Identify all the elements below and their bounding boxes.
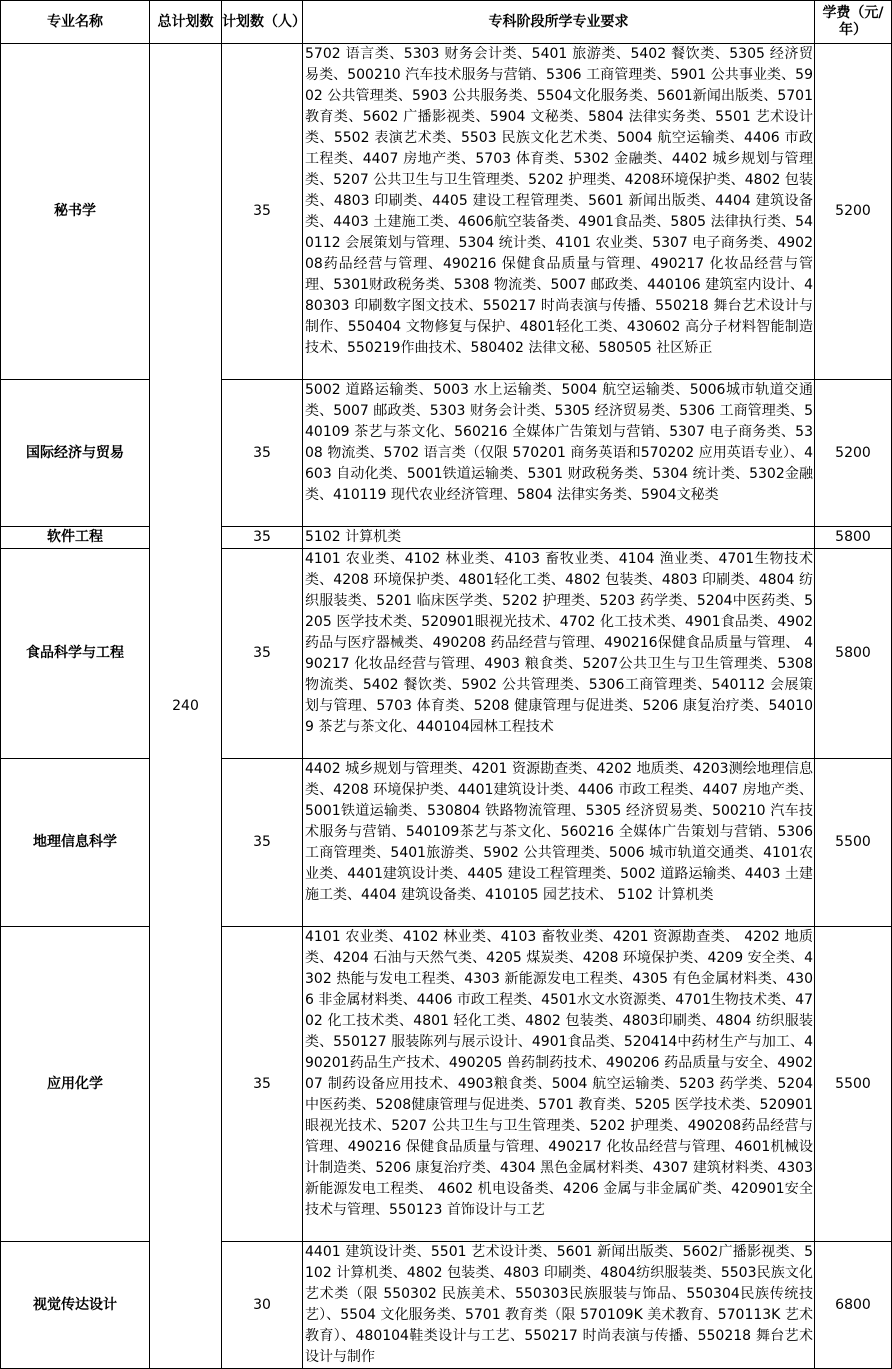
plan-count: 30 xyxy=(222,1242,303,1369)
major-requirement: 5002 道路运输类、5003 水上运输类、5004 航空运输类、5006城市轨道交通类、5007 邮政类、5303 财务会计类、5305 经济贸易类、5306 工商管理类、540109 茶艺与茶文化、560216 全媒体广告策划与营销、5307 电子商务类、5308 物流类、5702 语言类（仅限 570201 商务英语和570202 应用英语专业）、4603 自动化类、5001铁道运输类、5301 财政税务类、5304 统计类、5302金融类、410119 现代农业经济管理、5804 法律实务类、5904文秘类 xyxy=(303,380,815,527)
plan-count: 35 xyxy=(222,44,303,380)
header-requirement: 专科阶段所学专业要求 xyxy=(303,1,815,44)
major-requirement: 4402 城乡规划与管理类、4201 资源勘查类、4202 地质类、4203测绘地理信息类、4208 环境保护类、4401建筑设计类、4406 市政工程类、4407 房地产类、5001铁道运输类、530804 铁路物流管理、5305 经济贸易类、500210 汽车技术服务与营销、540109茶艺与茶文化、560216 全媒体广告策划与营销、5306 工商管理类、5401旅游类、5902 公共管理类、5006 城市轨道交通类、4101农业类、4401建筑设计类、4405 建设工程管理类、5002 道路运输类、4403 土建施工类、4404 建筑设备类、410105 园艺技术、 5102 计算机类 xyxy=(303,759,815,927)
table-row xyxy=(1,44,892,380)
tuition-fee: 6800 xyxy=(815,1242,892,1369)
major-name: 地理信息科学 xyxy=(1,759,150,927)
major-requirement: 5702 语言类、5303 财务会计类、5401 旅游类、5402 餐饮类、5305 经济贸易类、500210 汽车技术服务与营销、5306 工商管理类、5901 公共事业类、5902 公共管理类、5903 公共服务类、5504文化服务类、5601新闻出版类、5701教育类、5602 广播影视类、5904 文秘类、5804 法律实务类、5501 艺术设计类、5502 表演艺术类、5503 民族文化艺术类、5004 航空运输类、4406 市政工程类、4407 房地产类、5703 体育类、5302 金融类、4402 城乡规划与管理类、5207 公共卫生与卫生管理类、5202 护理类、4208环境保护类、4802 包装类、4803 印刷类、4405 建设工程管理类、5601 新闻出版类、4404 建筑设备类、4403 土建施工类、4606航空装备类、4901食品类、5805 法律执行类、540112 会展策划与管理、5304 统计类、4101 农业类、5307 电子商务类、490208药品经营与管理、490216 保健食品质量与管理、490217 化妆品经营与管理、5301财政税务类、5308 物流类、5007 邮政类、440106 建筑室内设计、480303 印刷数字图文技术、550217 时尚表演与传播、550218 舞台艺术设计与制作、550404 文物修复与保护、4801轻化工类、430602 高分子材料智能制造技术、550219作曲技术、580402 法律文秘、580505 社区矫正 xyxy=(303,44,815,380)
plan-count: 35 xyxy=(222,527,303,549)
major-name: 软件工程 xyxy=(1,527,150,549)
major-requirement: 4101 农业类、4102 林业类、4103 畜牧业类、4201 资源勘查类、 4202 地质类、4204 石油与天然气类、4205 煤炭类、4208 环境保护类、4209 安全类、4302 热能与发电工程类、4303 新能源发电工程类、4305 有色金属材料类、4306 非金属材料类、4406 市政工程类、4501水文水资源类、4701生物技术类、4702 化工技术类、4801 轻化工类、4802 包装类、4803印刷类、4804 纺织服装类、550127 服装陈列与展示设计、4901食品类、520414中药材生产与加工、490201药品生产技术、490205 兽药制药技术、490206 药品质量与安全、490207 制药设备应用技术、4903粮食类、5004 航空运输类、5203 药学类、5204 中医药类、5208健康管理与促进类、5701 教育类、5205 医学技术类、520901 眼视光技术、5207 公共卫生与卫生管理类、5202 护理类、490208药品经营与管理、490216 保健食品质量与管理、490217 化妆品经营与管理、4601机械设计制造类、5206 康复治疗类、4304 黑色金属材料类、4307 建筑材料类、4303 新能源发电工程类、 4602 机电设备类、4206 金属与非金属矿类、420901安全技术与管理、550123 首饰设计与工艺 xyxy=(303,927,815,1242)
table-row xyxy=(1,1242,892,1369)
header-fee: 学费（元/年） xyxy=(815,1,892,44)
header-plan: 计划数（人） xyxy=(222,1,303,44)
header-row xyxy=(1,1,892,44)
major-requirement: 5102 计算机类 xyxy=(303,527,815,549)
total-plan: 240 xyxy=(150,44,222,1369)
major-name: 国际经济与贸易 xyxy=(1,380,150,527)
major-name: 应用化学 xyxy=(1,927,150,1242)
major-name: 秘书学 xyxy=(1,44,150,380)
plan-count: 35 xyxy=(222,380,303,527)
major-requirement: 4101 农业类、4102 林业类、4103 畜牧业类、4104 渔业类、4701生物技术类、4208 环境保护类、4801轻化工类、4802 包装类、4803 印刷类、4804 纺织服装类、5201 临床医学类、5202 护理类、5203 药学类、5204中医药类、5205 医学技术类、520901眼视光技术、4702 化工技术类、4901食品类、4902 药品与医疗器械类、490208 药品经营与管理、490216保健食品质量与管理、 490217 化妆品经营与管理、4903 粮食类、5207公共卫生与卫生管理类、5308 物流类、5402 餐饮类、5902 公共管理类、5306工商管理类、540112 会展策划与管理、5703 体育类、5208 健康管理与促进类、5206 康复治疗类、540109 茶艺与茶文化、440104园林工程技术 xyxy=(303,549,815,759)
tuition-fee: 5200 xyxy=(815,44,892,380)
table-row xyxy=(1,527,892,549)
plan-count: 35 xyxy=(222,549,303,759)
tuition-fee: 5200 xyxy=(815,380,892,527)
major-requirement: 4401 建筑设计类、5501 艺术设计类、5601 新闻出版类、5602广播影视类、5102 计算机类、4802 包装类、4803 印刷类、4804纺织服装类、5503民族文化艺术类（限 550302 民族美术、550303民族服装与饰品、550304民族传统技艺）、5504 文化服务类、5701 教育类（限 570109K 美术教育、570113K 艺术教育）、480104鞋类设计与工艺、550217 时尚表演与传播、550218 舞台艺术设计与制作 xyxy=(303,1242,815,1369)
tuition-fee: 5800 xyxy=(815,549,892,759)
table-row xyxy=(1,549,892,759)
table-row xyxy=(1,759,892,927)
major-name: 食品科学与工程 xyxy=(1,549,150,759)
major-name: 视觉传达设计 xyxy=(1,1242,150,1369)
tuition-fee: 5500 xyxy=(815,759,892,927)
header-total: 总计划数 xyxy=(150,1,222,44)
plan-count: 35 xyxy=(222,759,303,927)
tuition-fee: 5500 xyxy=(815,927,892,1242)
table-row xyxy=(1,380,892,527)
table-row xyxy=(1,927,892,1242)
plan-count: 35 xyxy=(222,927,303,1242)
tuition-fee: 5800 xyxy=(815,527,892,549)
header-major: 专业名称 xyxy=(1,1,150,44)
